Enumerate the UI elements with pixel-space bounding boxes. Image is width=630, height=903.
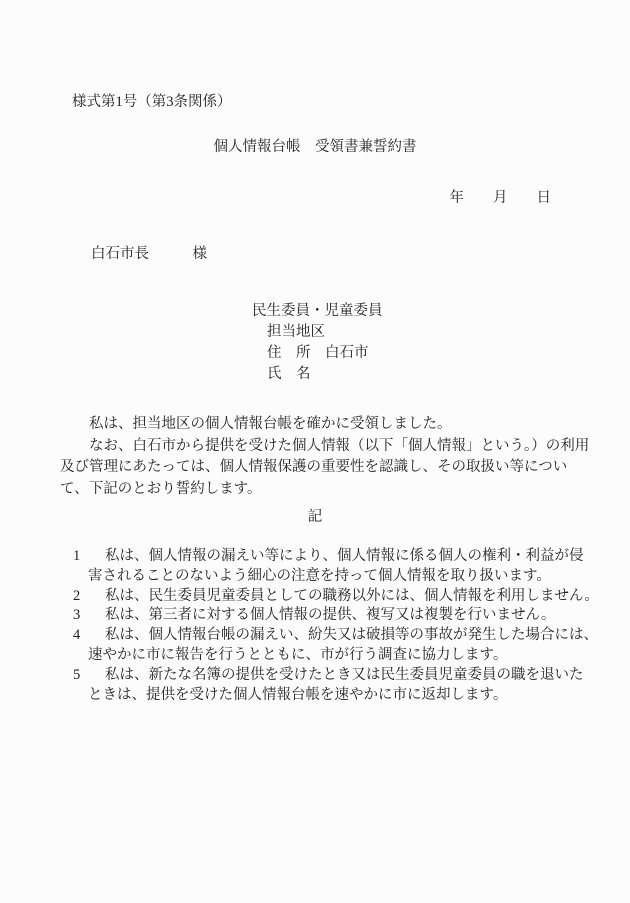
item-text: 私は、第三者に対する個人情報の提供、複写又は複製を行いません。 xyxy=(105,607,556,624)
signer-name: 氏 名 xyxy=(267,366,311,382)
item-number: 4 xyxy=(73,627,81,644)
body-line-2: なお、白石市から提供を受けた個人情報（以下「個人情報」という。）の利用 xyxy=(60,437,590,454)
form-number: 様式第1号（第3条関係） xyxy=(72,94,232,110)
body-paragraph xyxy=(60,414,589,501)
pledge-item-1 xyxy=(60,547,599,587)
item-number: 3 xyxy=(73,607,81,624)
item-text: 私は、新たな名簿の提供を受けたとき又は民生委員児童委員の職を退いた xyxy=(105,666,584,683)
body-line-1: 私は、担当地区の個人情報台帳を確かに受領しました。 xyxy=(60,416,452,432)
record-heading: 記 xyxy=(307,509,323,525)
pledge-item-4 xyxy=(60,626,599,666)
pledge-list xyxy=(60,547,599,705)
item-text-continuation: ときは、提供を受けた個人情報台帳を速やかに市に返却します。 xyxy=(88,686,508,703)
item-text-continuation: 速やかに市に報告を行うとともに、市が行う調査に協力します。 xyxy=(88,646,508,663)
item-number: 2 xyxy=(73,587,81,604)
body-line-3: 及び管理にあたっては、個人情報保護の重要性を認識し、その取扱い等につい xyxy=(60,459,568,476)
item-text: 私は、民生委員児童委員としての職務以外には、個人情報を利用しません。 xyxy=(105,587,599,604)
item-text-continuation: 害されることのないよう細心の注意を持って個人情報を取り扱います。 xyxy=(88,567,551,584)
body-line-4: て、下記のとおり誓約します。 xyxy=(60,481,262,498)
item-number: 5 xyxy=(73,666,81,683)
pledge-item-5 xyxy=(60,666,599,706)
item-text: 私は、個人情報台帳の漏えい、紛失又は破損等の事故が発生した場合には、 xyxy=(105,627,598,644)
pledge-item-3 xyxy=(60,606,599,626)
signer-address: 住 所 白石市 xyxy=(267,345,369,361)
pledge-item-2 xyxy=(60,587,599,607)
signer-district: 担当地区 xyxy=(267,324,325,340)
item-number: 1 xyxy=(73,548,81,564)
date-line: 年 月 日 xyxy=(449,190,551,206)
signer-block xyxy=(252,301,383,385)
signer-role: 民生委員・児童委員 xyxy=(252,303,383,319)
item-text: 私は、個人情報の漏えい等により、個人情報に係る個人の権利・利益が侵 xyxy=(105,548,584,564)
document-title: 個人情報台帳 受領書兼誓約書 xyxy=(213,139,417,155)
addressee: 白石市長 様 xyxy=(91,246,207,262)
